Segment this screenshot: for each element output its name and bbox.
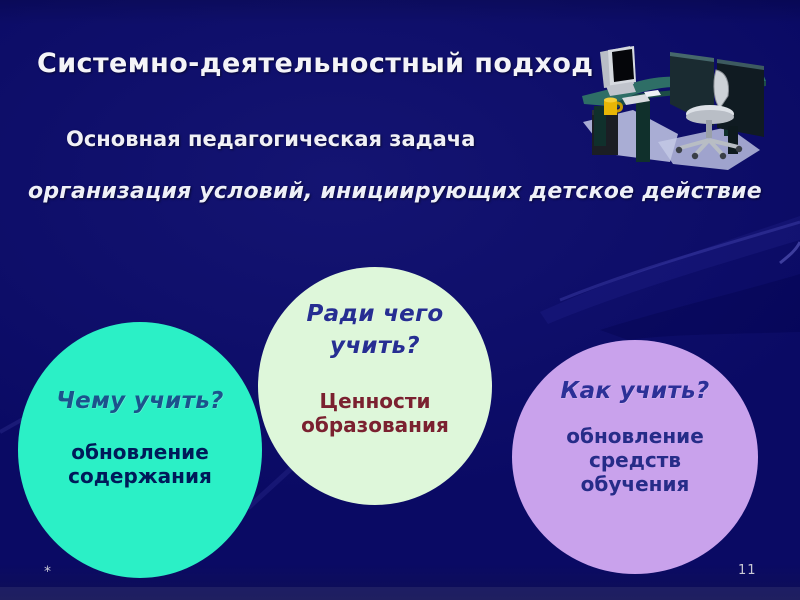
circle-question: Как учить? (560, 378, 710, 404)
circle-question: Чему учить? (56, 388, 224, 414)
circle-answer: Ценности образования (301, 389, 449, 437)
slide-subtitle: Основная педагогическая задача (66, 127, 476, 151)
circle-why-teach (258, 267, 492, 505)
footnote-marker: * (44, 564, 51, 580)
slide-lead-text: организация условий, инициирующих детское действие (28, 179, 762, 204)
circle-answer: обновление содержания (68, 440, 212, 488)
circle-answer: обновление средств обучения (566, 424, 704, 496)
slide-number: 11 (738, 563, 757, 578)
circle-what-to-teach (18, 322, 262, 578)
circle-how-to-teach (512, 340, 758, 574)
slide-title: Системно-деятельностный подход (37, 48, 594, 79)
circle-question: Ради чего учить? (306, 301, 444, 360)
computer-workstation-clipart (578, 22, 778, 180)
